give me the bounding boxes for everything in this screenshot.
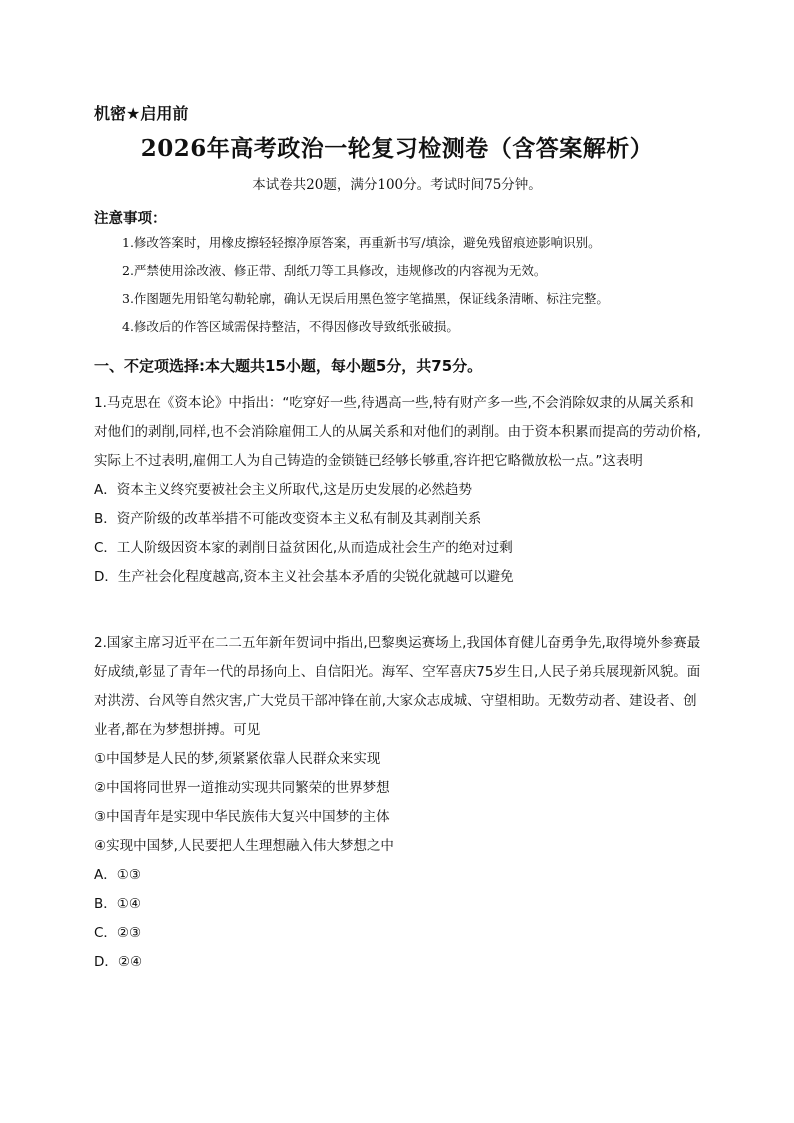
statement-2: ②中国将同世界一道推动实现共同繁荣的世界梦想: [94, 780, 390, 796]
exam-info: 本试卷共20题，满分100分。考试时间75分钟。: [252, 177, 542, 193]
notice-item: 1.修改答案时，用橡皮擦轻轻擦净原答案，再重新书写/填涂，避免残留痕迹影响识别。: [122, 235, 601, 250]
option-a: A．资本主义终究要被社会主义所取代,这是历史发展的必然趋势: [94, 482, 473, 498]
option-b: B．①④: [94, 896, 141, 912]
page-title: 2026年高考政治一轮复习检测卷（含答案解析）: [140, 135, 654, 162]
option-a: A．①③: [94, 867, 141, 883]
statement-3: ③中国青年是实现中华民族伟大复兴中国梦的主体: [94, 809, 390, 825]
question-stem: 1.马克思在《资本论》中指出：“吃穿好一些,待遇高一些,特有财产多一些,不会消除奴隶的从属关系和对他们的剥削,同样,也不会消除雇佣工人的从属关系和对他们的剥削。由于资本积累而提高的劳动价格,实际上不过表明,雇佣工人为自己铸造的金锁链已经够长够重,容许把它略微放松一点。”这表明: [94, 395, 701, 469]
notice-heading: 注意事项：: [94, 211, 167, 227]
question-stem: 2.国家主席习近平在二二五年新年贺词中指出,巴黎奥运赛场上,我国体育健儿奋勇争先,取得境外参赛最好成绩,彰显了青年一代的昂扬向上、自信阳光。海军、空军喜庆75岁生日,人民子弟兵展现新风貌。面对洪涝、台风等自然灾害,广大党员干部冲锋在前,大家众志成城、守望相助。无数劳动者、建设者、创业者,都在为梦想拼搏。可见: [94, 635, 701, 738]
confidential-label: 机密★启用前: [94, 104, 189, 123]
option-c: C．工人阶级因资本家的剥削日益贫困化,从而造成社会生产的绝对过剩: [94, 540, 513, 556]
statement-4: ④实现中国梦,人民要把人生理想融入伟大梦想之中: [94, 838, 394, 854]
section-heading: 一、不定项选择:本大题共15小题，每小题5分，共75分。: [94, 357, 483, 375]
option-b: B．资产阶级的改革举措不可能改变资本主义私有制及其剥削关系: [94, 511, 482, 527]
option-d: D．生产社会化程度越高,资本主义社会基本矛盾的尖锐化就越可以避免: [94, 569, 514, 585]
notice-item: 3.作图题先用铅笔勾勒轮廓，确认无误后用黑色签字笔描黑，保证线条清晰、标注完整。: [122, 291, 609, 306]
statement-1: ①中国梦是人民的梦,须紧紧依靠人民群众来实现: [94, 751, 381, 767]
notice-item: 4.修改后的作答区域需保持整洁，不得因修改导致纸张破损。: [122, 319, 459, 334]
question-1: [94, 389, 706, 592]
notice-list: [122, 234, 722, 346]
option-c: C．②③: [94, 925, 142, 941]
question-2: [94, 629, 706, 977]
notice-item: 2.严禁使用涂改液、修正带、刮纸刀等工具修改，违规修改的内容视为无效。: [122, 263, 547, 278]
option-d: D．②④: [94, 954, 143, 970]
